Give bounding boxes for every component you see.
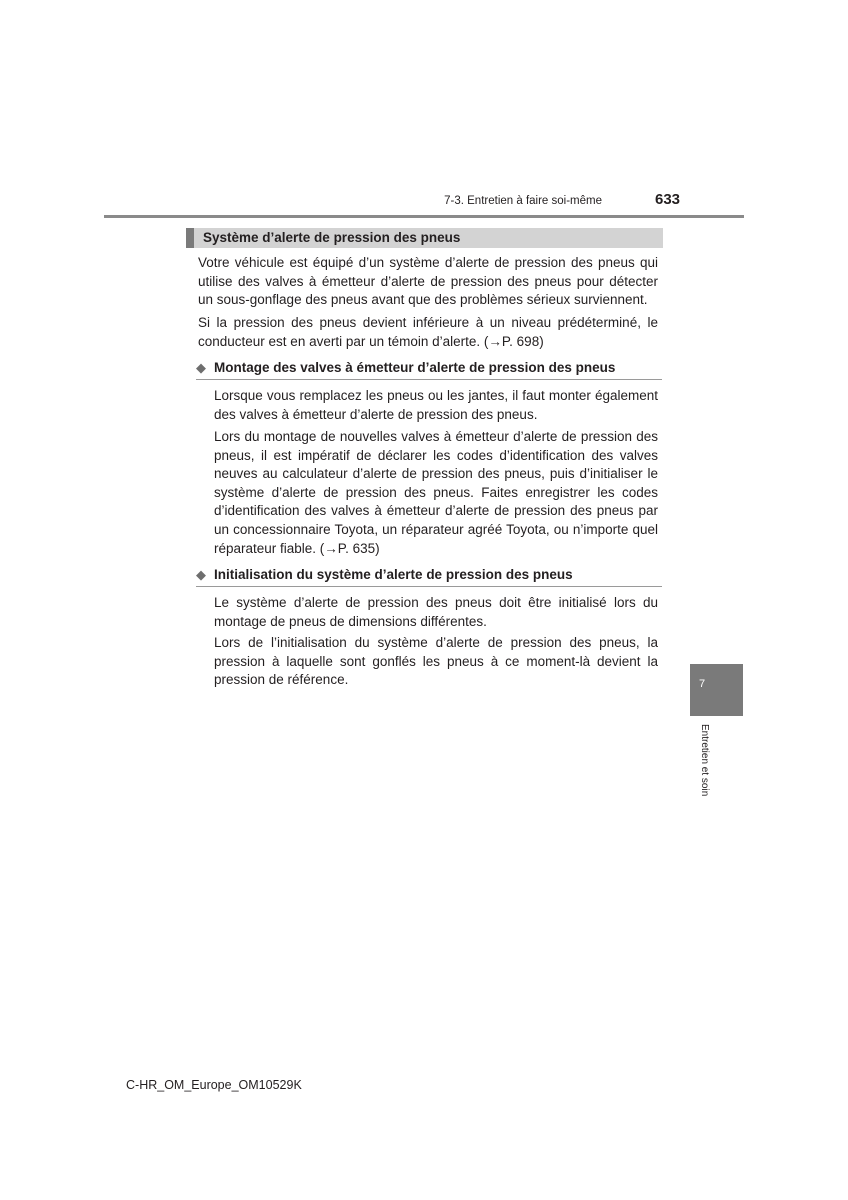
valves-paragraph-2: Lors du montage de nouvelles valves à émetteur d’alerte de pression des pneus, il est impératif de déclarer les codes d’identification des valves neuves au calculateur d’alerte de pression des pneus, puis d’initialiser le système d’alerte de pression des pneus. Faites enregistrer les codes d’identification des valves à émetteur d’alerte de pression des pneus par un concessionnaire Toyota, un réparateur agréé Toyota, ou n’importe quel réparateur fiable. (→P. 635) bbox=[214, 429, 658, 556]
valves-paragraph-1: Lorsque vous remplacez les pneus ou les jantes, il faut monter également des valves à émetteur d’alerte de pression des pneus. bbox=[214, 388, 658, 422]
intro-paragraph-2: Si la pression des pneus devient inférieure à un niveau prédéterminé, le conducteur est en averti par un témoin d’alerte. (→P. 698) bbox=[198, 315, 658, 349]
subsection-title: Montage des valves à émetteur d’alerte de pression des pneus bbox=[214, 360, 616, 375]
chapter-label: Entretien et soin bbox=[699, 724, 710, 797]
header-section-title: 7-3. Entretien à faire soi-même bbox=[444, 195, 602, 207]
document-code: C-HR_OM_Europe_OM10529K bbox=[126, 1078, 302, 1092]
chapter-tab bbox=[690, 664, 743, 716]
chapter-number: 7 bbox=[698, 678, 706, 690]
diamond-bullet-icon: ◆ bbox=[196, 567, 206, 582]
header-divider bbox=[104, 215, 744, 218]
diamond-bullet-icon: ◆ bbox=[196, 360, 206, 375]
section-title: Système d’alerte de pression des pneus bbox=[203, 230, 461, 245]
page-number: 633 bbox=[655, 191, 681, 208]
initialisation-paragraph-2: Lors de l’initialisation du système d’alerte de pression des pneus, la pression à laquelle sont gonflés les pneus à ce moment-là devient la pression de référence. bbox=[214, 635, 658, 688]
subsection-title: Initialisation du système d’alerte de pression des pneus bbox=[214, 567, 573, 582]
subsection-heading-valves bbox=[196, 359, 662, 380]
section-title-bar bbox=[186, 228, 663, 248]
intro-paragraph-1: Votre véhicule est équipé d’un système d’alerte de pression des pneus qui utilise des valves à émetteur d’alerte de pression des pneus pour détecter un sous-gonflage des pneus avant que des problèmes sérieux surviennent. bbox=[198, 255, 658, 308]
subsection-heading-initialisation bbox=[196, 566, 662, 587]
initialisation-paragraph-1: Le système d’alerte de pression des pneus doit être initialisé lors du montage de pneus de dimensions différentes. bbox=[214, 595, 658, 629]
